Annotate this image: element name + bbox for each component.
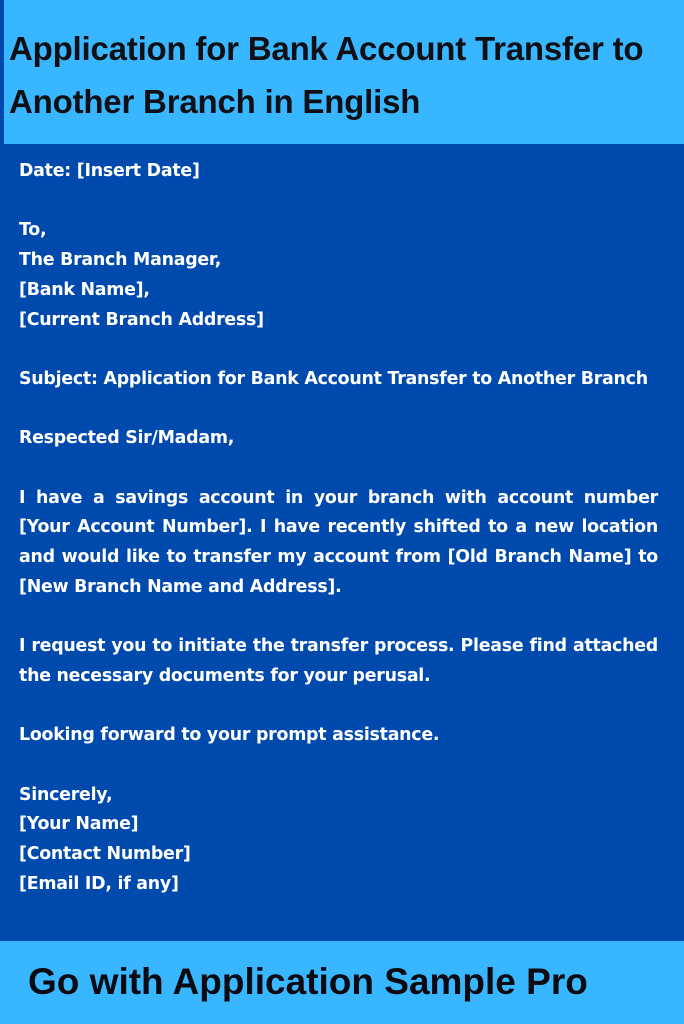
letter-paragraph-1: I have a savings account in your branch with account number [Your Account Number]. I have recently shifted to a new location and would like to transfer my account from [Old Branch Name] to [New Branch Name and Address]. <box>19 487 658 597</box>
letter-sender-name: [Your Name] <box>19 814 139 835</box>
letter-branch-address: [Current Branch Address] <box>19 309 264 330</box>
letter-to: To, <box>19 220 47 241</box>
letter-paragraph-2: I request you to initiate the transfer process. Please find attached the necessary documents for your perusal. <box>19 636 658 686</box>
letter-salutation: Respected Sir/Madam, <box>19 428 235 449</box>
letter-subject: Subject: Application for Bank Account Transfer to Another Branch <box>19 368 648 389</box>
page-title: Application for Bank Account Transfer to Another Branch in English <box>9 30 644 120</box>
letter-date: Date: [Insert Date] <box>19 161 200 181</box>
footer-text: Go with Application Sample Pro <box>28 961 588 1002</box>
letter-bank-name: [Bank Name], <box>19 279 150 300</box>
letter-closing-line: Looking forward to your prompt assistance. <box>19 725 440 746</box>
letter-recipient: The Branch Manager, <box>19 250 222 271</box>
letter-sender-contact: [Contact Number] <box>19 844 191 865</box>
letter-sign-off: Sincerely, <box>19 784 113 805</box>
letter-sender-email: [Email ID, if any] <box>19 873 179 894</box>
header-banner <box>0 0 684 144</box>
footer-banner <box>0 941 684 1024</box>
letter-body <box>19 157 658 899</box>
